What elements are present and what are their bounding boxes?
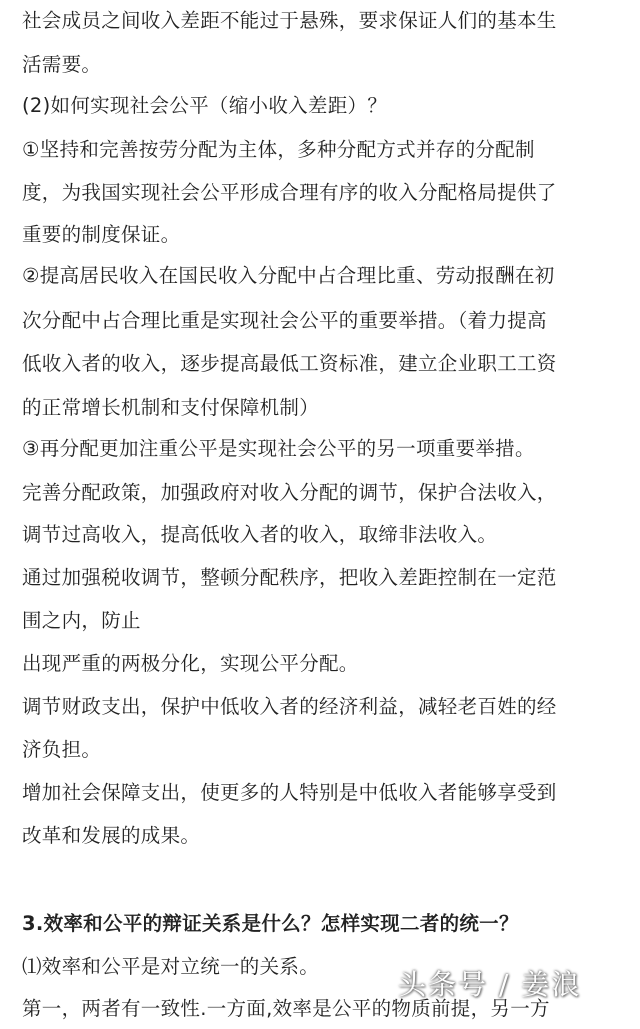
text-line: 出现严重的两极分化，实现公平分配。 xyxy=(22,652,359,675)
text-line: 围之内，防止 xyxy=(22,609,141,632)
text-line: 社会成员之间收入差距不能过于悬殊，要求保证人们的基本生 xyxy=(22,9,557,32)
section-heading: 3.效率和公平的辩证关系是什么？怎样实现二者的统一？ xyxy=(22,912,519,935)
text-line: 低收入者的收入，逐步提高最低工资标准，建立企业职工工资 xyxy=(22,352,557,375)
text-line: 通过加强税收调节，整顿分配秩序，把收入差距控制在一定范 xyxy=(22,566,557,589)
text-line: 改革和发展的成果。 xyxy=(22,824,201,847)
text-line: ②提高居民收入在国民收入分配中占合理比重、劳动报酬在初 xyxy=(22,264,555,287)
text-line: (2)如何实现社会公平（缩小收入差距）？ xyxy=(22,94,388,117)
watermark: 头条号 / 姜浪 xyxy=(398,968,582,1001)
text-line: 活需要。 xyxy=(22,53,102,76)
text-line: 重要的制度保证。 xyxy=(22,223,181,246)
text-line: ③再分配更加注重公平是实现社会公平的另一项重要举措。 xyxy=(22,437,535,460)
text-line: 调节财政支出，保护中低收入者的经济利益，减轻老百姓的经 xyxy=(22,695,557,718)
text-line: 完善分配政策，加强政府对收入分配的调节，保护合法收入， xyxy=(22,481,557,504)
text-line: 调节过高收入，提高低收入者的收入，取缔非法收入。 xyxy=(22,523,498,546)
text-line: ①坚持和完善按劳分配为主体，多种分配方式并存的分配制 xyxy=(22,138,535,161)
text-line: 的正常增长机制和支付保障机制） xyxy=(22,396,320,419)
text-line: 度，为我国实现社会公平形成合理有序的收入分配格局提供了 xyxy=(22,181,557,204)
text-line: 第一，两者有一致性.一方面,效率是公平的物质前提，另一方 xyxy=(22,997,550,1020)
text-line: 增加社会保障支出，使更多的人特别是中低收入者能够享受到 xyxy=(22,781,557,804)
text-line: 济负担。 xyxy=(22,738,102,761)
text-line: ⑴效率和公平是对立统一的关系。 xyxy=(22,955,320,978)
text-line: 次分配中占合理比重是实现社会公平的重要举措。（着力提高 xyxy=(22,309,547,332)
